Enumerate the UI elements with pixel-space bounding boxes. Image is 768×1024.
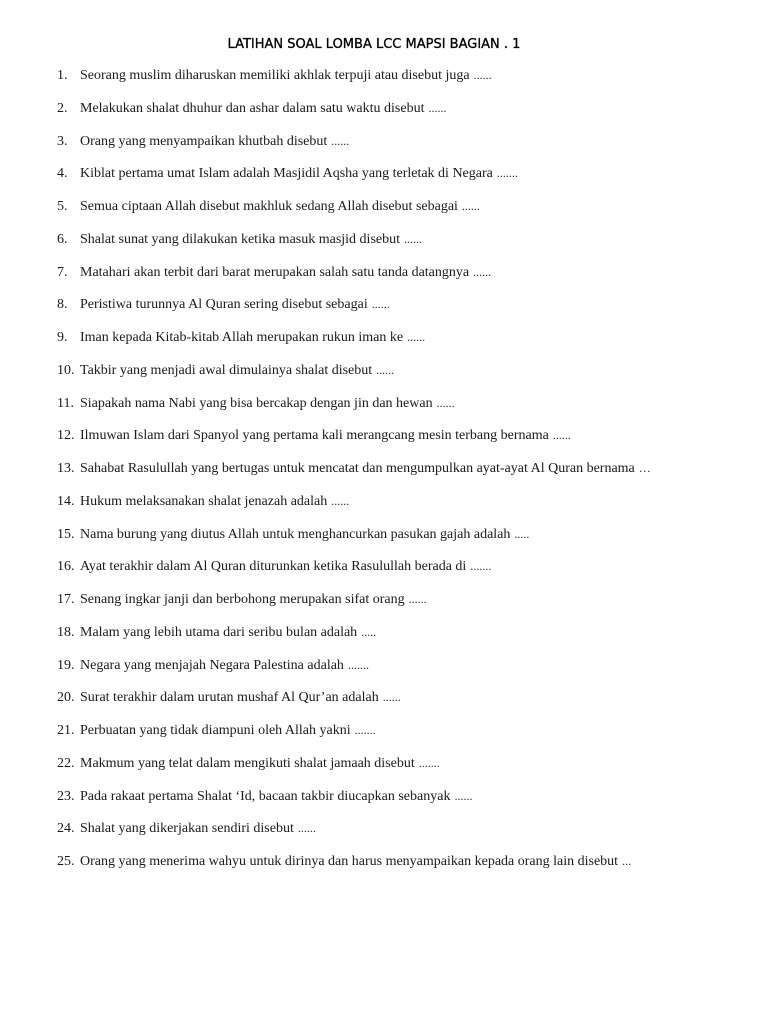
question-item xyxy=(57,854,747,887)
question-item xyxy=(57,789,747,822)
question-number: 25. xyxy=(57,854,75,869)
answer-blank: ...... xyxy=(473,68,492,82)
question-number: 10. xyxy=(57,362,75,378)
question-item xyxy=(57,461,747,494)
question-number: 22. xyxy=(57,755,75,771)
question-text xyxy=(80,625,747,641)
question-text xyxy=(80,363,747,379)
question-item xyxy=(57,232,747,265)
question-number: 24. xyxy=(57,821,75,837)
answer-blank: ....... xyxy=(354,723,376,737)
question-item xyxy=(57,494,747,527)
question-body: Hukum melaksanakan shalat jenazah adalah xyxy=(80,493,328,509)
question-body: Orang yang menerima wahyu untuk dirinya dan harus menyampaikan kepada orang lain disebut xyxy=(80,854,619,869)
question-text xyxy=(80,232,747,248)
question-item xyxy=(57,101,747,134)
answer-blank: ....... xyxy=(496,166,518,181)
question-body: Pada rakaat pertama Shalat ‘Id, bacaan takbir diucapkan sebanyak xyxy=(80,788,451,804)
answer-blank: ..... xyxy=(514,526,530,541)
answer-blank: ...... xyxy=(407,330,426,344)
question-item xyxy=(57,658,747,691)
question-text xyxy=(80,265,747,281)
question-item xyxy=(57,527,747,560)
question-text xyxy=(80,658,747,674)
question-number: 15. xyxy=(57,526,75,542)
question-text xyxy=(80,428,747,444)
question-body: Siapakah nama Nabi yang bisa bercakap dengan jin dan hewan xyxy=(80,395,433,411)
question-text xyxy=(80,199,747,215)
question-text xyxy=(80,592,747,608)
question-number: 18. xyxy=(57,624,75,640)
question-body: Nama burung yang diutus Allah untuk menghancurkan pasukan gajah adalah xyxy=(80,526,511,542)
question-body: Makmum yang telat dalam mengikuti shalat jamaah disebut xyxy=(80,755,415,771)
question-number: 3. xyxy=(57,133,68,149)
question-item xyxy=(57,559,747,592)
question-body: Shalat sunat yang dilakukan ketika masuk masjid disebut xyxy=(80,231,400,247)
page-title: LATIHAN SOAL LOMBA LCC MAPSI BAGIAN . 1 xyxy=(227,37,521,52)
question-body: Ayat terakhir dalam Al Quran diturunkan ketika Rasulullah berada di xyxy=(80,559,467,575)
question-number: 11. xyxy=(57,395,74,411)
question-number: 19. xyxy=(57,657,75,673)
question-body: Negara yang menjajah Negara Palestina adalah xyxy=(80,657,344,673)
question-number: 2. xyxy=(57,100,68,116)
answer-blank: ... xyxy=(622,854,632,868)
answer-blank: ....... xyxy=(470,559,492,574)
question-number: 7. xyxy=(57,264,68,280)
question-body: Ilmuwan Islam dari Spanyol yang pertama kali merangcang mesin terbang bernama xyxy=(80,428,549,444)
question-number: 4. xyxy=(57,166,68,182)
question-item xyxy=(57,690,747,723)
question-text xyxy=(80,821,747,837)
question-text xyxy=(80,723,747,739)
question-body: Senang ingkar janji dan berbohong merupakan sifat orang xyxy=(80,592,405,607)
question-item xyxy=(57,592,747,625)
answer-blank: ...... xyxy=(408,592,427,606)
question-item xyxy=(57,821,747,854)
answer-blank: ...... xyxy=(436,395,455,410)
question-body: Perbuatan yang tidak diampuni oleh Allah yakni xyxy=(80,723,351,738)
question-body: Sahabat Rasulullah yang bertugas untuk mencatat dan mengumpulkan ayat-ayat Al Quran bernama xyxy=(80,461,635,476)
question-item xyxy=(57,134,747,167)
question-number: 12. xyxy=(57,428,75,444)
answer-blank: ...... xyxy=(376,362,395,377)
question-text xyxy=(80,789,747,805)
question-list xyxy=(57,68,747,887)
question-body: Shalat yang dikerjakan sendiri disebut xyxy=(80,821,294,837)
question-text xyxy=(80,527,747,543)
answer-blank: ...... xyxy=(428,100,447,115)
question-number: 1. xyxy=(57,68,68,83)
answer-blank: ...... xyxy=(461,199,480,213)
question-number: 20. xyxy=(57,690,75,706)
question-text xyxy=(80,68,747,84)
question-number: 16. xyxy=(57,559,75,575)
question-body: Orang yang menyampaikan khutbah disebut xyxy=(80,133,328,149)
question-body: Semua ciptaan Allah disebut makhluk sedang Allah disebut sebagai xyxy=(80,199,458,214)
question-number: 9. xyxy=(57,330,68,345)
question-body: Malam yang lebih utama dari seribu bulan adalah xyxy=(80,624,358,640)
answer-blank: ...... xyxy=(404,231,422,246)
question-item xyxy=(57,297,747,330)
question-body: Matahari akan terbit dari barat merupakan salah satu tanda datangnya xyxy=(80,264,470,280)
question-number: 23. xyxy=(57,788,75,804)
question-item xyxy=(57,166,747,199)
question-body: Seorang muslim diharuskan memiliki akhlak terpuji atau disebut juga xyxy=(80,68,470,83)
question-number: 8. xyxy=(57,297,68,313)
question-number: 17. xyxy=(57,592,75,607)
question-item xyxy=(57,428,747,461)
question-number: 13. xyxy=(57,461,75,476)
answer-blank: ...... xyxy=(371,297,390,312)
question-item xyxy=(57,723,747,756)
question-text xyxy=(80,396,747,412)
question-item xyxy=(57,363,747,396)
question-item xyxy=(57,265,747,298)
question-item xyxy=(57,68,747,101)
answer-blank: … xyxy=(638,461,651,475)
question-text xyxy=(80,166,747,182)
answer-blank: ..... xyxy=(361,624,377,639)
question-body: Iman kepada Kitab-kitab Allah merupakan rukun iman ke xyxy=(80,330,404,345)
question-text xyxy=(80,494,747,510)
question-number: 14. xyxy=(57,493,75,509)
question-number: 5. xyxy=(57,199,68,214)
answer-blank: ...... xyxy=(473,264,492,279)
answer-blank: ...... xyxy=(331,133,350,148)
answer-blank: ...... xyxy=(331,493,350,508)
question-item xyxy=(57,625,747,658)
question-body: Kiblat pertama umat Islam adalah Masjidil Aqsha yang terletak di Negara xyxy=(80,166,493,182)
question-text xyxy=(80,461,747,477)
question-text xyxy=(80,690,747,706)
question-number: 6. xyxy=(57,231,68,247)
answer-blank: ...... xyxy=(454,788,473,803)
question-number: 21. xyxy=(57,723,75,738)
question-body: Melakukan shalat dhuhur dan ashar dalam satu waktu disebut xyxy=(80,100,425,116)
answer-blank: ....... xyxy=(418,755,440,770)
question-body: Peristiwa turunnya Al Quran sering disebut sebagai xyxy=(80,297,368,313)
answer-blank: ....... xyxy=(347,657,369,672)
question-text xyxy=(80,297,747,313)
question-text xyxy=(80,330,747,346)
question-text xyxy=(80,101,747,117)
answer-blank: ...... xyxy=(297,821,316,836)
question-text xyxy=(80,134,747,150)
question-item xyxy=(57,396,747,429)
answer-blank: ...... xyxy=(382,690,401,705)
question-item xyxy=(57,199,747,232)
question-item xyxy=(57,756,747,789)
question-text xyxy=(80,559,747,575)
answer-blank: ...... xyxy=(552,428,571,443)
question-text xyxy=(80,756,747,772)
question-body: Surat terakhir dalam urutan mushaf Al Qur’an adalah xyxy=(80,690,379,706)
question-body: Takbir yang menjadi awal dimulainya shalat disebut xyxy=(80,362,373,378)
question-text xyxy=(80,854,747,870)
question-item xyxy=(57,330,747,363)
